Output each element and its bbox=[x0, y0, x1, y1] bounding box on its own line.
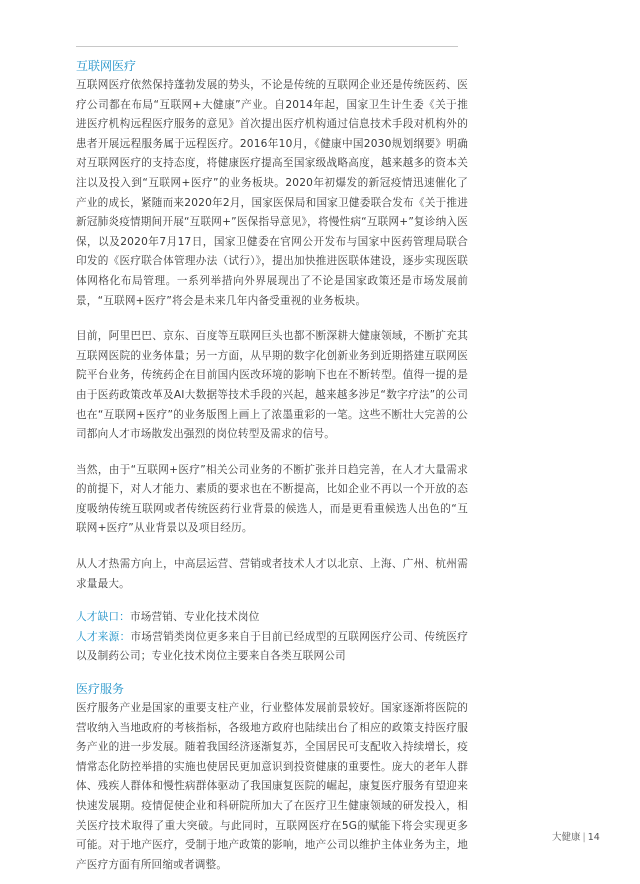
paragraph: 医疗服务产业是国家的重要支柱产业，行业整体发展前景较好。国家逐渐将医院的营收纳入当地政府的考核指标，各级地方政府也陆续出台了相应的政策支持医疗服务产业的进一步发展。随着我国经济逐渐复苏，全国居民可支配收入持续增长，疫情常态化防控举措的实施也使居民更加意识到投资健康的重要性。庞大的老年人群体、残疾人群体和慢性病群体驱动了我国康复医院的崛起，康复医疗服务有望迎来快速发展期。疫情促使企业和科研院所加大了在医疗卫生健康领域的研发投入，相关医疗技术取得了重大突破。与此同时，互联网医疗在5G的赋能下将会实现更多可能。对于地产医疗，受制于地产政策的影响，地产公司以维护主体业务为主，地产医疗方面有所回缩或者调整。 bbox=[76, 702, 468, 871]
page-footer bbox=[552, 829, 600, 843]
main-content bbox=[76, 58, 468, 875]
footer-separator: | bbox=[582, 832, 586, 843]
paragraph: 从人才热需方向上，中高层运营、营销或者技术人才以北京、上海、广州、杭州需求量最大。 bbox=[76, 558, 468, 590]
top-divider bbox=[76, 46, 458, 47]
page-number: 14 bbox=[587, 832, 600, 843]
talent-shortage-line bbox=[76, 608, 468, 628]
paragraph: 互联网医疗依然保持蓬勃发展的势头，不论是传统的互联网企业还是传统医药、医疗公司都在布局“互联网+大健康”产业。自2014年起，国家卫生计生委《关于推进医疗机构远程医疗服务的意见》首次提出医疗机构通过信息技术手段对机构外的患者开展远程服务属于远程医疗。2016年10月，《健康中国2030规划纲要》明确对互联网医疗的支持态度，将健康医疗提高至国家级战略高度，越来越多的资本关注以及投入到“互联网+医疗”的业务板块。2020年初爆发的新冠疫情迅速催化了产业的成长，紧随而来2020年2月，国家医保局和国家卫健委联合发布《关于推进新冠肺炎疫情期间开展“互联网+”医保指导意见》，将慢性病“互联网+”复诊纳入医保，以及2020年7月17日，国家卫健委在官网公开发布与国家中医药管理局联合印发的《医疗联合体管理办法（试行）》，提出加快推进医联体建设，逐步实现医联体网格化布局管理。一系列举措向外界展现出了不论是国家政策还是市场发展前景，“互联网+医疗”将会是未来几年内备受重视的业务板块。 bbox=[76, 79, 468, 307]
talent-source-line bbox=[76, 628, 468, 667]
section-heading-internet-healthcare: 互联网医疗 bbox=[76, 59, 137, 73]
section-heading-medical-services: 医疗服务 bbox=[76, 682, 125, 697]
footer-title: 大健康 bbox=[552, 832, 581, 843]
talent-shortage-label: 人才缺口： bbox=[76, 611, 130, 624]
paragraph: 目前，阿里巴巴、京东、百度等互联网巨头也都不断深耕大健康领域，不断扩充其互联网医院的业务体量；另一方面，从早期的数字化创新业务到近期搭建互联网医院平台业务，传统药企在目前国内医改环境的影响下也在不断转型。值得一提的是由于医药政策改革及AI大数据等技术手段的兴起，越来越多涉足“数字疗法”的公司也在“互联网+医疗”的业务版图上画上了浓墨重彩的一笔。这些不断壮大完善的公司都向人才市场散发出强烈的岗位转型及需求的信号。 bbox=[76, 330, 468, 441]
talent-shortage-text: 市场营销、专业化技术岗位 bbox=[129, 611, 260, 624]
paragraph: 当然，由于“互联网+医疗”相关公司业务的不断扩张并日趋完善，在人才大量需求的前提下，对人才能力、素质的要求也在不断提高，比如企业不再以一个开放的态度吸纳传统互联网或者传统医药行业背景的候选人，而是更看重候选人出色的“互联网+医疗”从业背景以及项目经历。 bbox=[76, 463, 468, 535]
talent-source-text: 市场营销类岗位更多来自于目前已经成型的互联网医疗公司、传统医疗以及制药公司；专业化技术岗位主要来自各类互联网公司 bbox=[76, 630, 469, 663]
talent-source-label: 人才来源： bbox=[76, 630, 131, 643]
